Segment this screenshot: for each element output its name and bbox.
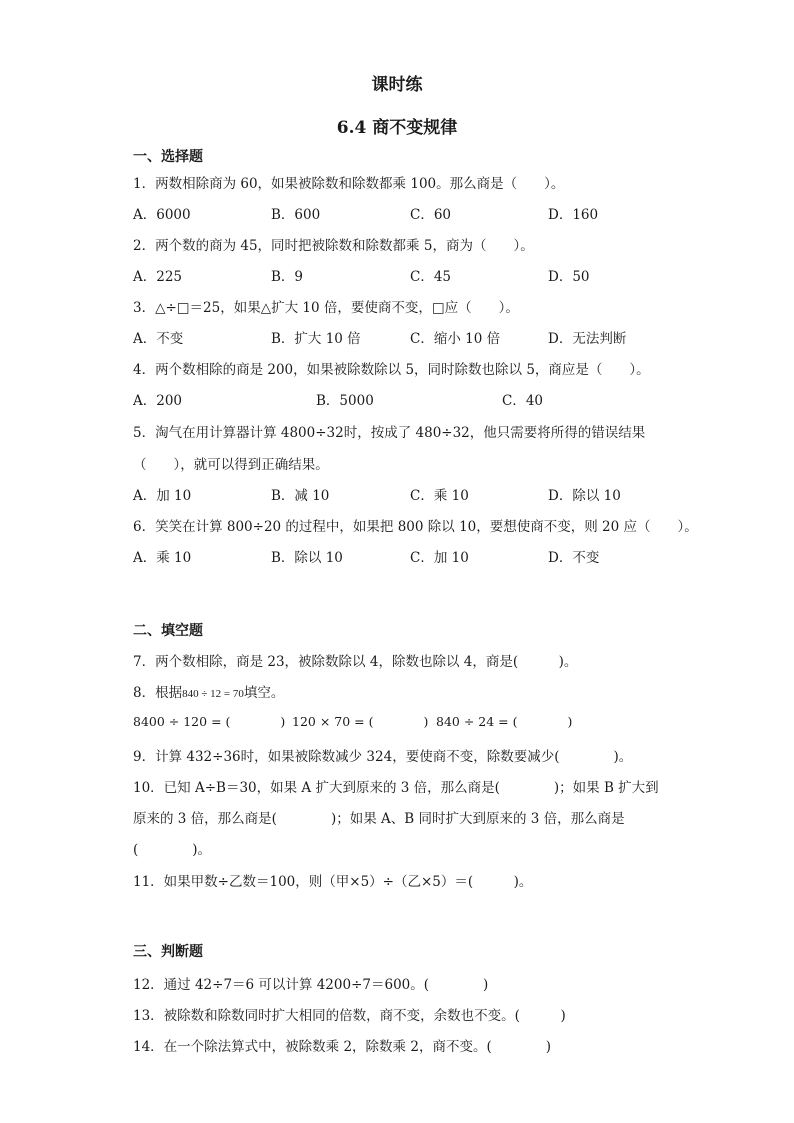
q3-option-b: B．扩大 10 倍 bbox=[271, 331, 361, 347]
question-13: 13．被除数和除数同时扩大相同的倍数，商不变，余数也不变。( ) bbox=[133, 1008, 566, 1024]
question-8-tail: 填空。 bbox=[243, 685, 285, 701]
question-7: 7．两个数相除，商是 23，被除数除以 4，除数也除以 4，商是( )。 bbox=[133, 654, 578, 670]
question-4: 4．两个数相除的商是 200，如果被除数除以 5，同时除数也除以 5，商应是（ ）。 bbox=[133, 362, 650, 378]
q6-option-b: B．除以 10 bbox=[271, 550, 343, 566]
q5-option-a: A．加 10 bbox=[133, 488, 192, 504]
q5-option-c: C．乘 10 bbox=[410, 488, 469, 504]
section-heading-judge: 三、判断题 bbox=[133, 944, 203, 960]
section-heading-choice: 一、选择题 bbox=[133, 149, 203, 165]
question-11: 11．如果甲数÷乙数＝100，则（甲×5）÷（乙×5）＝( )。 bbox=[133, 874, 533, 890]
q3-option-a: A．不变 bbox=[133, 331, 184, 347]
lesson-subtitle: 6.4 商不变规律 bbox=[336, 118, 458, 138]
question-12: 12．通过 42÷7＝6 可以计算 4200÷7＝600。( ) bbox=[133, 977, 489, 993]
q8-blank-1: 8400 ÷ 120 = ( ) bbox=[133, 714, 286, 729]
q1-option-a: A．6000 bbox=[133, 207, 191, 223]
q4-option-c: C．40 bbox=[502, 393, 544, 409]
q6-option-c: C．加 10 bbox=[410, 550, 469, 566]
q3-option-c: C．缩小 10 倍 bbox=[410, 331, 501, 347]
page-title: 课时练 bbox=[371, 75, 423, 95]
question-10-line-3: ( )。 bbox=[133, 842, 212, 858]
q5-option-d: D．除以 10 bbox=[548, 488, 621, 504]
q6-option-a: A．乘 10 bbox=[133, 550, 192, 566]
question-14: 14．在一个除法算式中，被除数乘 2，除数乘 2，商不变。( ) bbox=[133, 1039, 551, 1055]
q6-option-d: D．不变 bbox=[548, 550, 600, 566]
question-10-line-1: 10．已知 A÷B＝30，如果 A 扩大到原来的 3 倍，那么商是( )；如果 B 扩大到 bbox=[133, 780, 659, 796]
q4-option-a: A．200 bbox=[133, 393, 183, 409]
question-9: 9．计算 432÷36时，如果被除数减少 324，要使商不变，除数要减少( )。 bbox=[133, 749, 633, 765]
question-5: 5．淘气在用计算器计算 4800÷32时，按成了 480÷32，他只需要将所得的错误结果 bbox=[133, 425, 646, 441]
q1-option-d: D．160 bbox=[548, 207, 599, 223]
q5-option-b: B．减 10 bbox=[271, 488, 330, 504]
section-heading-fill: 二、填空题 bbox=[133, 623, 203, 639]
q1-option-c: C．60 bbox=[410, 207, 452, 223]
q2-option-d: D．50 bbox=[548, 269, 590, 285]
q1-option-b: B．600 bbox=[271, 207, 321, 223]
q2-option-c: C．45 bbox=[410, 269, 452, 285]
q2-option-b: B．9 bbox=[271, 269, 304, 285]
question-2: 2．两个数的商为 45，同时把被除数和除数都乘 5，商为（ ）。 bbox=[133, 238, 534, 254]
question-1: 1．两数相除商为 60，如果被除数和除数都乘 100。那么商是（ ）。 bbox=[133, 176, 565, 192]
question-6: 6．笑笑在计算 800÷20 的过程中，如果把 800 除以 10，要想使商不变，则 20 应（ ）。 bbox=[133, 519, 698, 535]
q4-option-b: B．5000 bbox=[316, 393, 374, 409]
q2-option-a: A．225 bbox=[133, 269, 183, 285]
q8-blank-3: 840 ÷ 24 = ( ) bbox=[436, 714, 573, 729]
question-8-formula: 840 ÷ 12 = 70 bbox=[182, 688, 244, 700]
q8-blank-2: 120 × 70 = ( ) bbox=[292, 714, 429, 729]
question-5-continued: （ ），就可以得到正确结果。 bbox=[133, 457, 329, 473]
question-8 bbox=[133, 681, 284, 701]
question-10-line-2: 原来的 3 倍，那么商是( )；如果 A、B 同时扩大到原来的 3 倍，那么商是 bbox=[133, 811, 625, 827]
question-8-stem: 8．根据 bbox=[133, 685, 183, 701]
q3-option-d: D．无法判断 bbox=[548, 331, 627, 347]
question-3: 3．△÷□＝25，如果△扩大 10 倍，要使商不变，□应（ ）。 bbox=[133, 300, 519, 316]
